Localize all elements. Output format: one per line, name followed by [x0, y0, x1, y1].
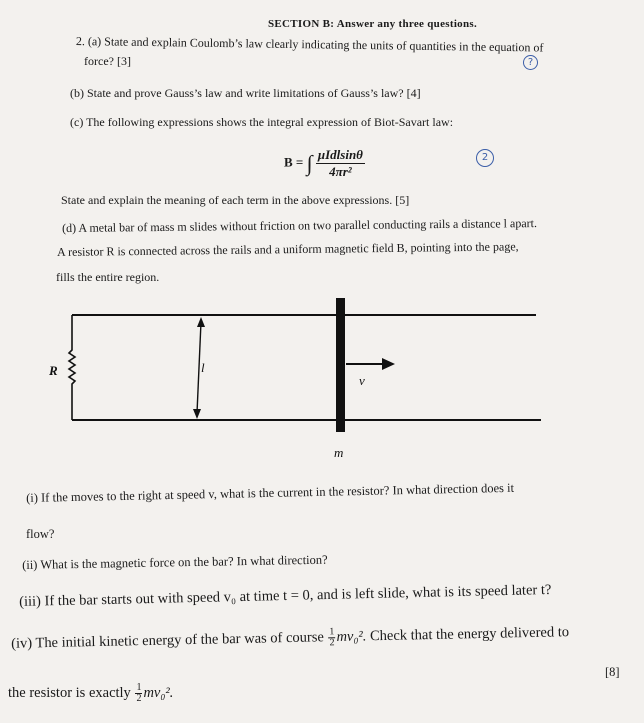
- integral-symbol: ∫: [306, 150, 313, 176]
- part-iv2-pre: the resistor is exactly: [8, 684, 131, 701]
- section-heading: SECTION B: Answer any three questions.: [268, 18, 478, 30]
- q2a-line1: 2. (a) State and explain Coulomb’s law clearly indicating the units of quantities in the equation of: [75, 34, 544, 55]
- marks-label: [8]: [605, 665, 620, 679]
- part-i-line2: flow?: [26, 527, 55, 541]
- q2a-line2: force? [3]: [84, 54, 131, 68]
- part-i-line1: (i) If the moves to the right at speed v, what is the current in the resistor? In what direction does it: [26, 480, 515, 505]
- length-arrow-head-down: [193, 409, 201, 419]
- resistor-symbol: [69, 315, 75, 420]
- handwritten-circle-note-2: 2: [476, 149, 494, 167]
- part-iv-pre: (iv) The initial kinetic energy of the bar was of course: [11, 629, 325, 652]
- half-fraction-2: [135, 683, 142, 704]
- part-iv-expr: mv₀².: [336, 628, 367, 646]
- length-arrow-head-up: [197, 317, 205, 327]
- part-iii: (iii) If the bar starts out with speed v₀ at time t = 0, and is left slide, what is its speed later t?: [19, 581, 552, 610]
- handwritten-circle-note: ?: [523, 55, 538, 70]
- metal-bar: [336, 298, 345, 432]
- formula-numerator: μIdlsinθ: [317, 147, 363, 162]
- label-m: m: [334, 445, 344, 460]
- part-iv-line2: [8, 683, 173, 704]
- frac-den-2: 2: [136, 693, 142, 704]
- half-fraction: [328, 627, 335, 648]
- q2d-line3: fills the entire region.: [56, 270, 160, 284]
- part-iv2-expr: mv₀².: [143, 684, 174, 701]
- q2b-text: (b) State and prove Gauss’s law and write limitations of Gauss’s law? [4]: [70, 86, 421, 100]
- q2d-line2: A resistor R is connected across the rails and a uniform magnetic field B, pointing into the page,: [57, 239, 519, 259]
- q2d-line1: (d) A metal bar of mass m slides without friction on two parallel conducting rails a distance l apart.: [62, 216, 538, 235]
- part-ii: (ii) What is the magnetic force on the bar? In what direction?: [22, 552, 328, 572]
- velocity-arrow-head: [382, 358, 395, 370]
- frac-num: 1: [329, 626, 335, 638]
- label-R: R: [49, 363, 58, 378]
- q2c-instruction: State and explain the meaning of each term in the above expressions. [5]: [61, 193, 410, 207]
- frac-num-2: 1: [136, 682, 142, 693]
- frac-den: 2: [329, 637, 335, 649]
- formula-lhs: B =: [284, 154, 304, 170]
- formula-denominator: 4πr²: [329, 164, 352, 179]
- q2c-intro: (c) The following expressions shows the integral expression of Biot-Savart law:: [70, 115, 454, 129]
- part-iv-post: Check that the energy delivered to: [369, 624, 570, 645]
- label-l: l: [201, 360, 205, 375]
- label-v: v: [359, 373, 365, 388]
